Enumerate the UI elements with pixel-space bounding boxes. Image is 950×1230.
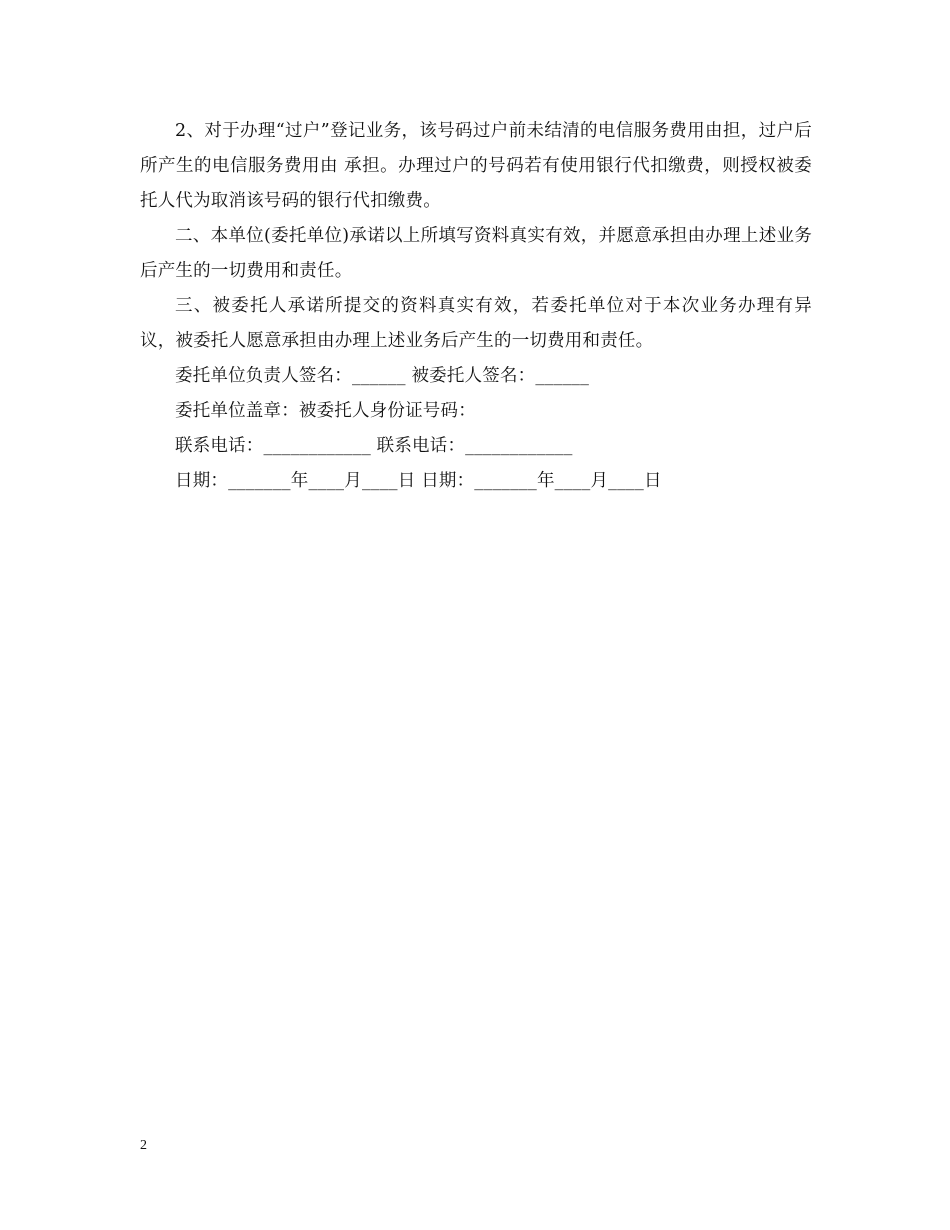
signature-line-phone: 联系电话：____________ 联系电话：____________ <box>175 436 573 456</box>
document-body <box>140 114 812 499</box>
signature-line-date: 日期：_______年____月____日 日期：_______年____月____日 <box>175 471 662 491</box>
signature-line-seal-id: 委托单位盖章：被委托人身份证号码： <box>175 401 476 421</box>
signature-line-names: 委托单位负责人签名：______ 被委托人签名：______ <box>175 366 590 386</box>
paragraph-agent-commitment: 三、被委托人承诺所提交的资料真实有效，若委托单位对于本次业务办理有异议，被委托人愿意承担由办理上述业务后产生的一切费用和责任。 <box>140 296 812 351</box>
paragraph-unit-commitment: 二、本单位(委托单位)承诺以上所填写资料真实有效，并愿意承担由办理上述业务后产生的一切费用和责任。 <box>140 226 812 281</box>
paragraph-transfer-fees: 2、对于办理“过户”登记业务，该号码过户前未结清的电信服务费用由担，过户后所产生的电信服务费用由 承担。办理过户的号码若有使用银行代扣缴费，则授权被委托人代为取消该号码的银行代扣缴费。 <box>140 121 812 211</box>
page-number: 2 <box>140 1138 147 1153</box>
